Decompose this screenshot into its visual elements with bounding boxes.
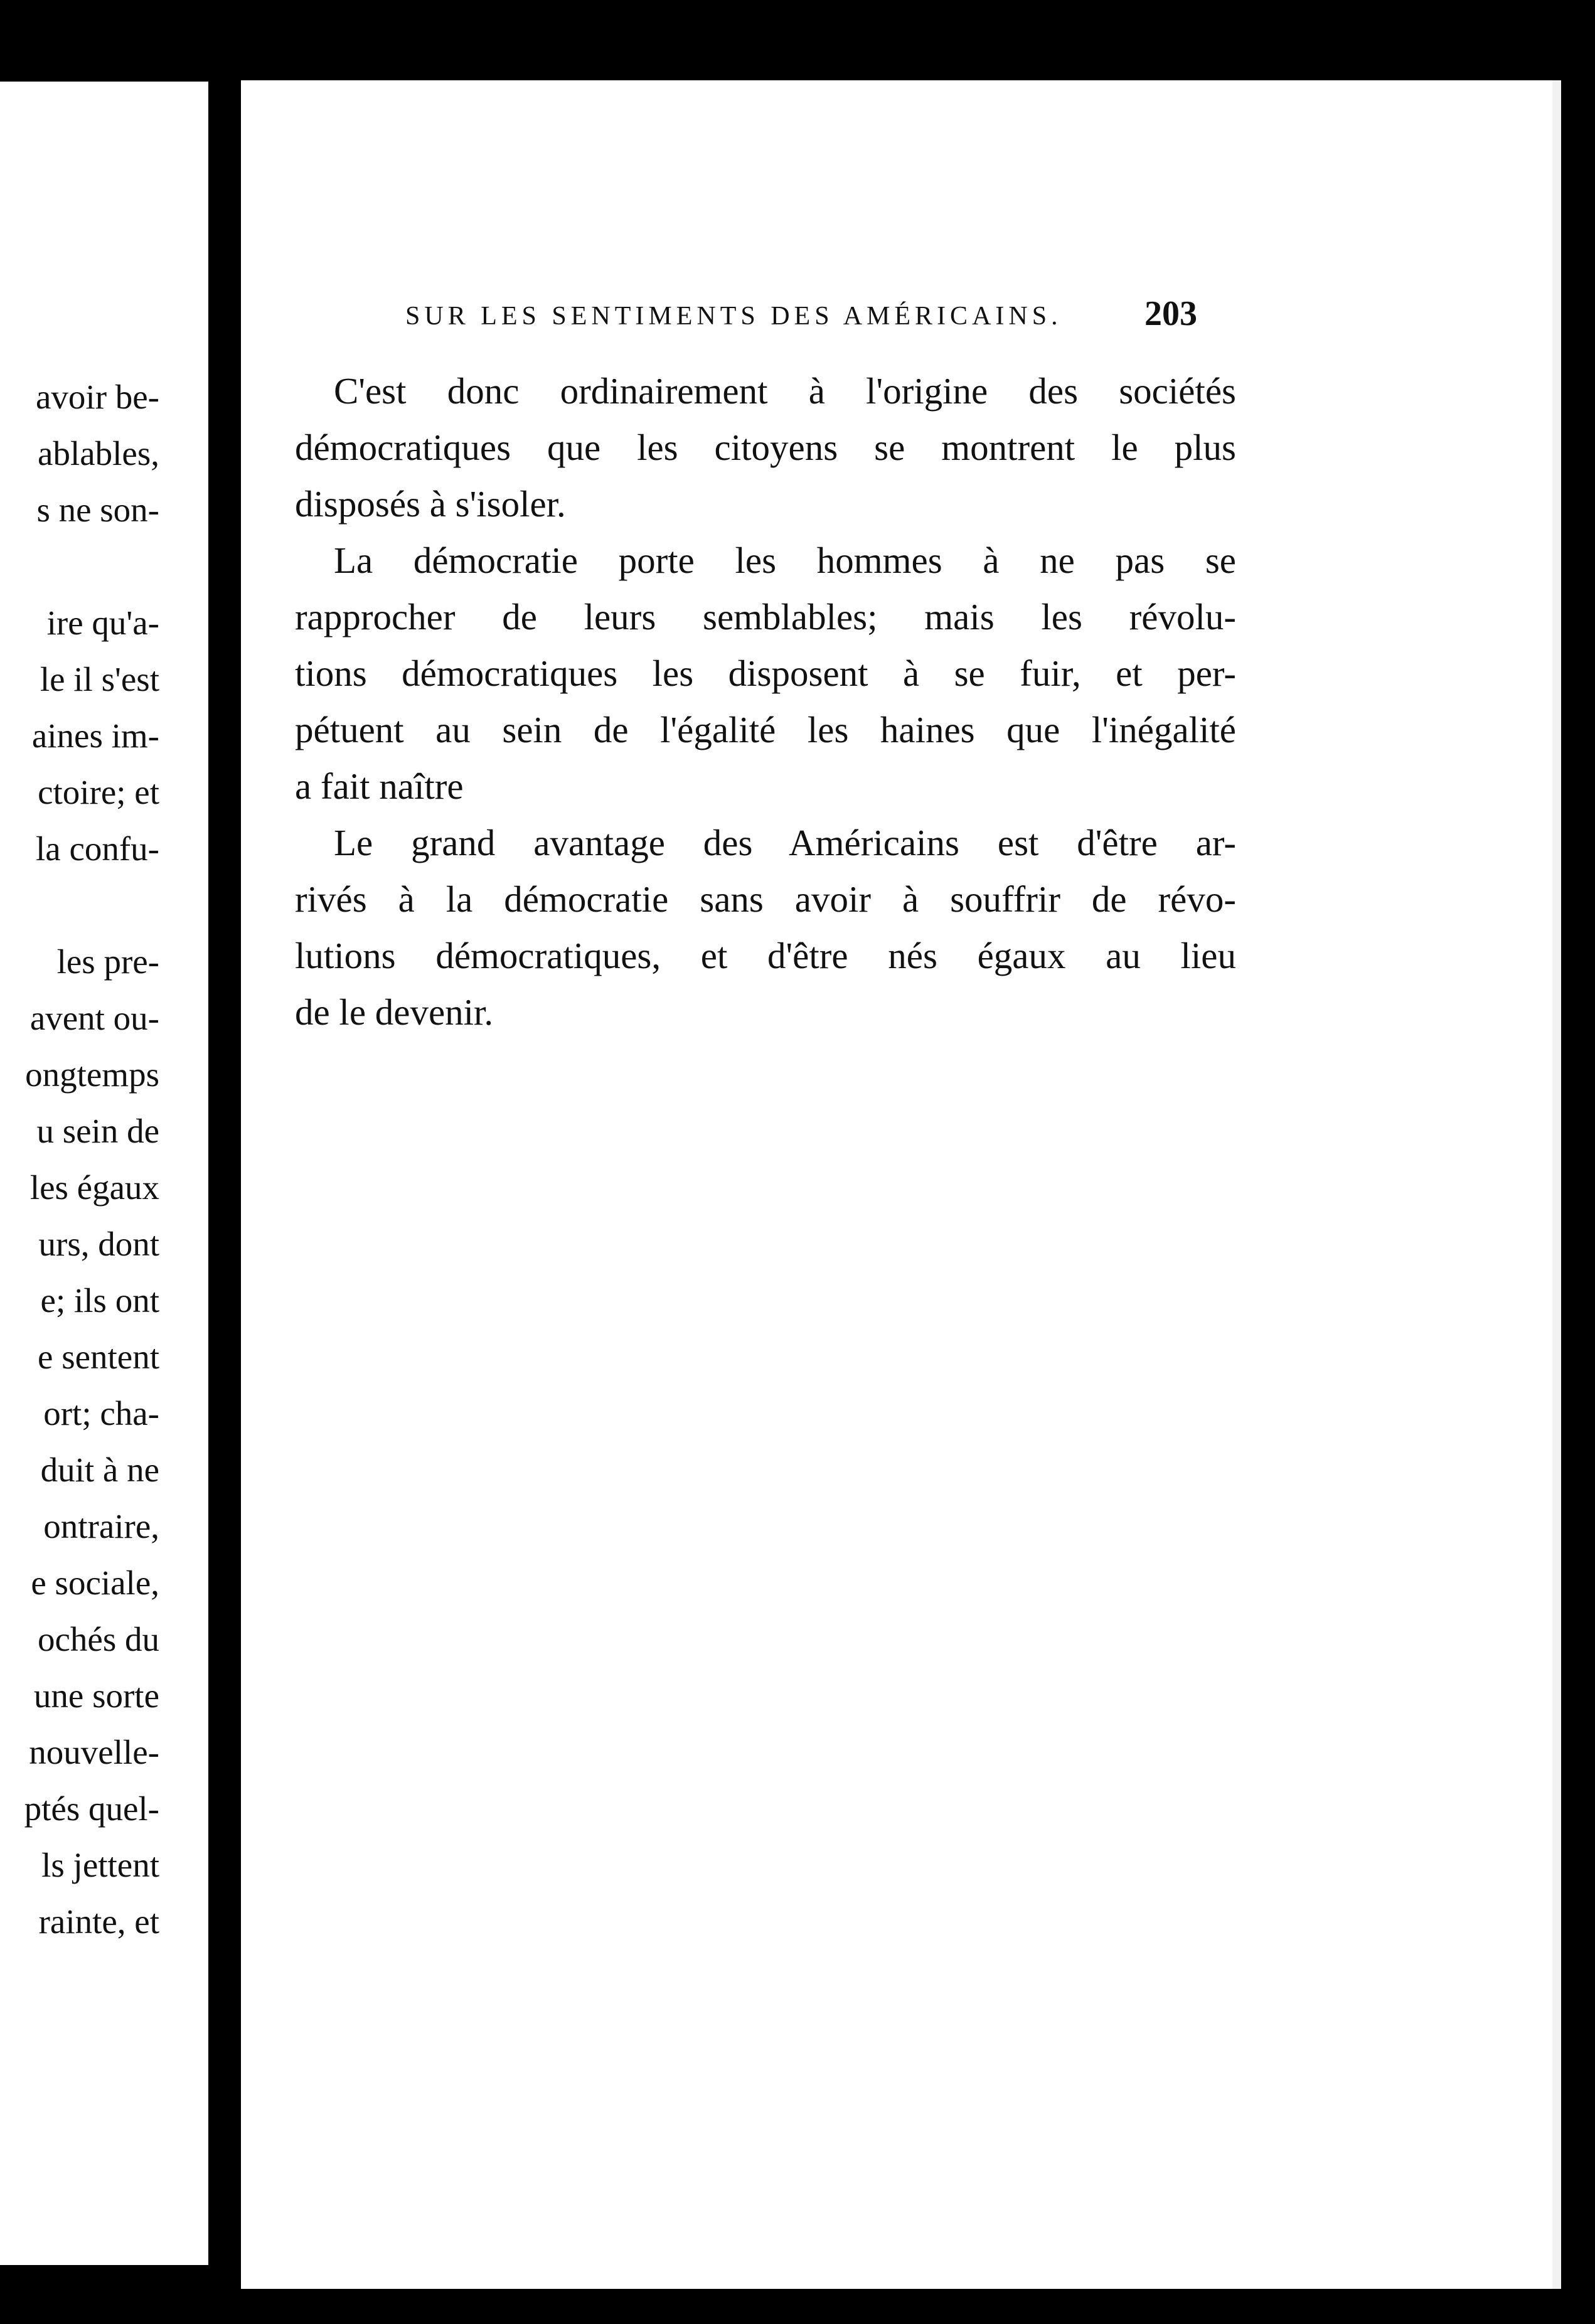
left-line: aines im- xyxy=(31,717,159,755)
left-line: ort; cha- xyxy=(43,1394,159,1432)
text-line: lutions démocratiques, et d'être nés égaux au lieu xyxy=(295,935,1236,976)
text-line: de le devenir. xyxy=(295,991,494,1033)
left-line: ontraire, xyxy=(43,1507,159,1545)
left-line: le il s'est xyxy=(40,660,159,698)
left-line: ongtemps xyxy=(25,1055,159,1094)
left-line: une sorte xyxy=(33,1676,159,1715)
text-line: démocratiques que les citoyens se montrent le plus xyxy=(295,427,1236,468)
book-gutter xyxy=(208,69,241,2271)
text-line: rapprocher de leurs semblables; mais les révolu- xyxy=(295,596,1236,637)
left-line: s ne son- xyxy=(36,491,159,529)
paragraph xyxy=(295,814,1236,1040)
text-line: C'est donc ordinairement à l'origine des sociétés xyxy=(334,370,1236,412)
left-line: ptés quel- xyxy=(24,1789,159,1828)
left-line: ochés du xyxy=(38,1620,159,1658)
text-line: La démocratie porte les hommes à ne pas se xyxy=(334,540,1236,581)
page-edge xyxy=(1552,80,1561,2289)
left-line: avent ou- xyxy=(29,999,159,1037)
left-line: ctoire; et xyxy=(38,773,159,811)
text-line: a fait naître xyxy=(295,765,464,807)
left-line: e sentent xyxy=(38,1338,159,1376)
left-page-text xyxy=(0,369,159,1950)
text-line: rivés à la démocratie sans avoir à souffrir de révo- xyxy=(295,878,1236,920)
left-line: ire qu'a- xyxy=(46,604,159,642)
text-line: tions démocratiques les disposent à se fuir, et per- xyxy=(295,653,1236,694)
right-page xyxy=(241,80,1561,2289)
left-line-gap xyxy=(0,877,159,934)
left-line: les pre- xyxy=(56,942,159,981)
left-line: ablables, xyxy=(38,434,159,472)
page-number: 203 xyxy=(1144,294,1197,333)
left-line: rainte, et xyxy=(38,1902,159,1941)
left-line: urs, dont xyxy=(38,1225,159,1263)
left-line: ls jettent xyxy=(41,1846,159,1884)
left-line-gap xyxy=(0,538,159,595)
left-line: les égaux xyxy=(29,1168,159,1207)
left-line: e; ils ont xyxy=(40,1281,159,1319)
left-line: u sein de xyxy=(36,1112,159,1150)
text-line: Le grand avantage des Américains est d'être ar- xyxy=(334,822,1236,863)
left-line: la confu- xyxy=(36,829,159,868)
left-line: avoir be- xyxy=(36,378,159,416)
text-line: pétuent au sein de l'égalité les haines que l'inégalité xyxy=(295,709,1236,750)
left-line: e sociale, xyxy=(31,1564,159,1602)
left-line: duit à ne xyxy=(40,1451,159,1489)
text-line: disposés à s'isoler. xyxy=(295,483,566,525)
paragraph xyxy=(295,363,1236,532)
paragraph xyxy=(295,532,1236,814)
running-head: SUR LES SENTIMENTS DES AMÉRICAINS. xyxy=(405,302,1062,331)
left-line: nouvelle- xyxy=(29,1733,159,1771)
body-text xyxy=(295,363,1236,1040)
left-page xyxy=(0,82,208,2265)
